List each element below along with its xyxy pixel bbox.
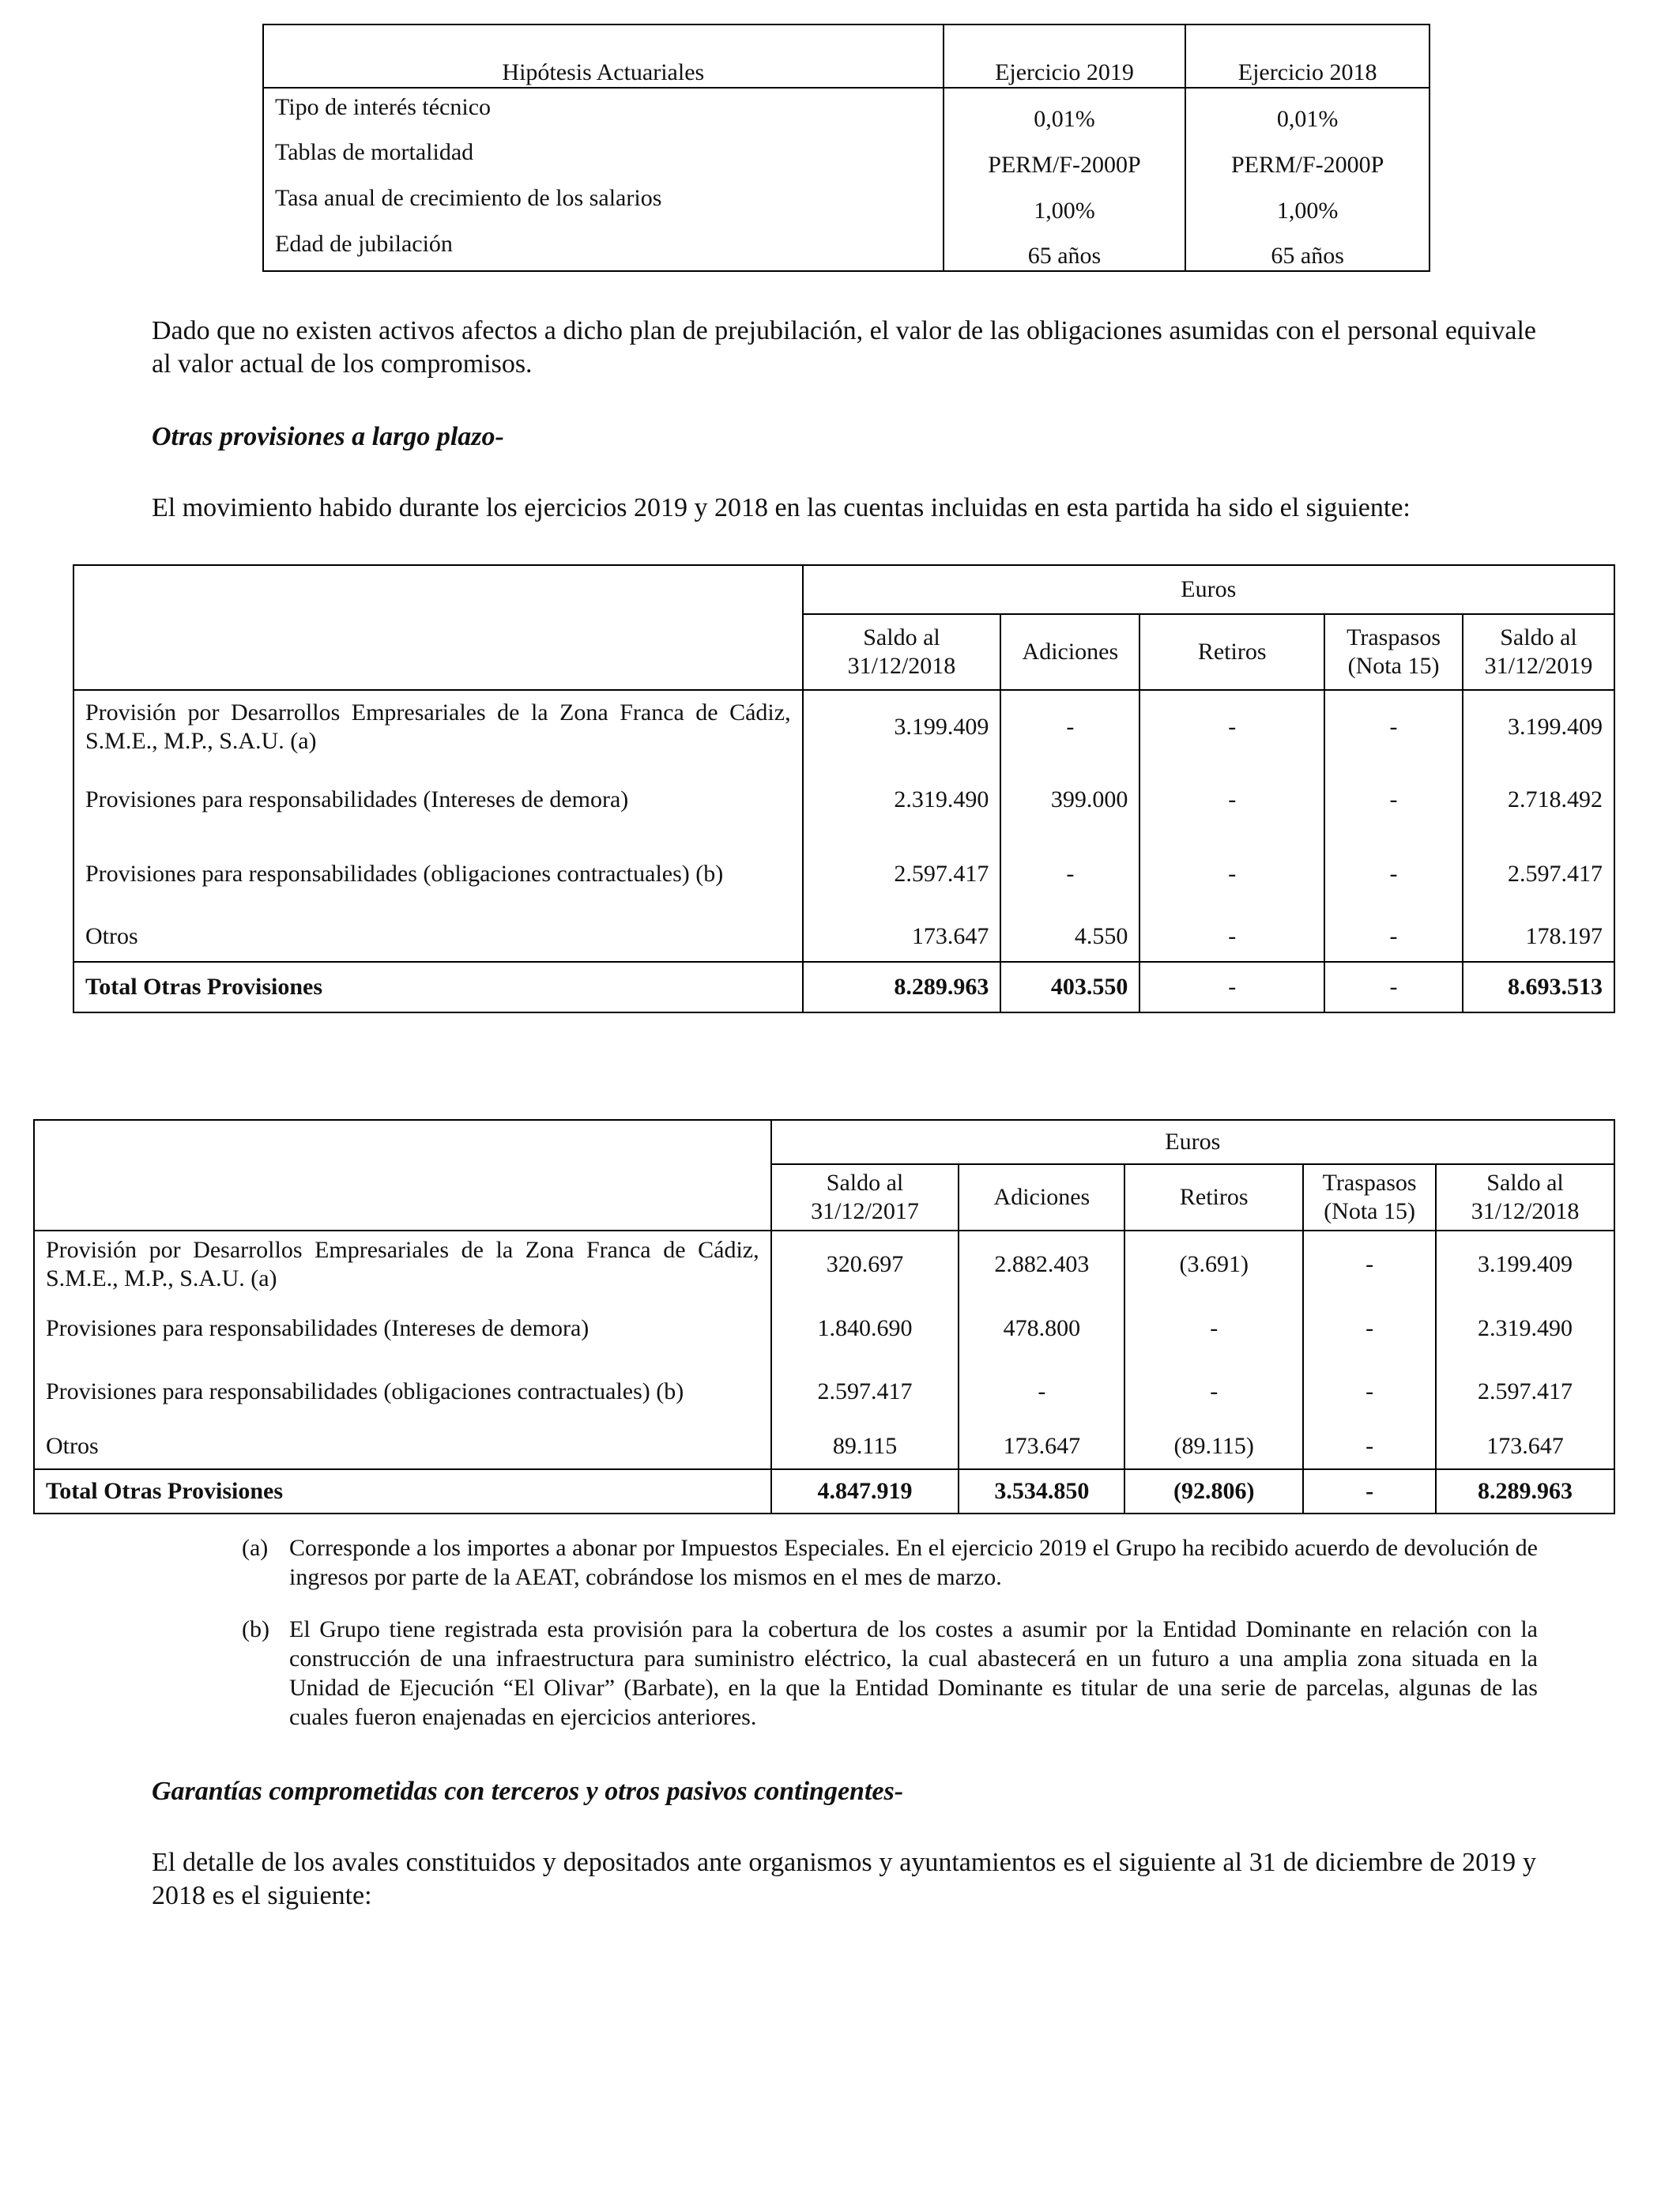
cell-withdrawals: -	[1124, 1297, 1303, 1360]
cell-additions: 399.000	[1000, 763, 1139, 837]
col-header-opening: Saldo al 31/12/2017	[771, 1164, 959, 1231]
cell-transfers: -	[1303, 1297, 1436, 1360]
table-row	[263, 88, 1430, 134]
total-row	[34, 1469, 1614, 1514]
total-label: Total Otras Provisiones	[34, 1469, 771, 1514]
row-desc: Provisión por Desarrollos Empresariales de la Zona Franca de Cádiz, S.M.E., M.P., S.A.U. (a)	[73, 690, 803, 763]
col-header-transfers: Traspasos (Nota 15)	[1324, 614, 1463, 690]
cell-opening: 2.597.417	[771, 1360, 959, 1423]
cell-withdrawals: -	[1139, 911, 1324, 962]
cell-closing: 178.197	[1463, 911, 1614, 962]
total-transfers: -	[1303, 1469, 1436, 1514]
cell-withdrawals: -	[1139, 763, 1324, 837]
cell-withdrawals: -	[1139, 690, 1324, 763]
cell-transfers: -	[1303, 1360, 1436, 1423]
row-desc: Provisiones para responsabilidades (Intereses de demora)	[34, 1297, 771, 1360]
table-row	[34, 1231, 1614, 1297]
actuarial-hypotheses-table	[262, 24, 1430, 272]
cell-closing: 2.597.417	[1436, 1360, 1614, 1423]
col-header-withdrawals: Retiros	[1139, 614, 1324, 690]
value-2018: 65 años	[1185, 225, 1430, 271]
total-opening: 4.847.919	[771, 1469, 959, 1514]
row-label: Tasa anual de crecimiento de los salarios	[263, 179, 944, 225]
row-desc: Provisiones para responsabilidades (Intereses de demora)	[73, 763, 803, 837]
cell-opening: 3.199.409	[803, 690, 1001, 763]
value-2018: 0,01%	[1185, 88, 1430, 134]
col-header-closing: Saldo al 31/12/2019	[1463, 614, 1614, 690]
note-b-text: El Grupo tiene registrada esta provisión para la cobertura de los costes a asumir por la Entidad Dominante en relación con la construcción de una infraestructura para suministro eléctrico, la cual abastecerá en un futuro a una amplia zona situada en la Unidad de Ejecución “El Olivar” (Barbate), en la que la Entidad Dominante es titular de una serie de parcelas, algunas de las cuales fueron enajenadas en ejercicios anteriores.	[289, 1616, 1538, 1730]
total-additions: 3.534.850	[959, 1469, 1124, 1514]
note-b-label: (b)	[242, 1616, 269, 1642]
cell-additions: 478.800	[959, 1297, 1124, 1360]
provisions-movement-2019-table	[73, 564, 1615, 1013]
paragraph-guarantees: El detalle de los avales constituidos y depositados ante organismos y ayuntamientos es el siguiente al 31 de diciembre de 2019 y 2018 es el siguiente:	[152, 1848, 1536, 1910]
table-row	[73, 911, 1614, 962]
table-row	[73, 837, 1614, 911]
cell-transfers: -	[1324, 690, 1463, 763]
cell-additions: -	[1000, 690, 1139, 763]
col-header-opening: Saldo al 31/12/2018	[803, 614, 1001, 690]
total-additions: 403.550	[1000, 962, 1139, 1012]
table-row	[263, 134, 1430, 179]
total-transfers: -	[1324, 962, 1463, 1012]
cell-withdrawals: (89.115)	[1124, 1423, 1303, 1469]
paragraph-obligations: Dado que no existen activos afectos a dicho plan de prejubilación, el valor de las obligaciones asumidas con el personal equivale al valor actual de los compromisos.	[152, 316, 1536, 379]
table-row	[34, 1423, 1614, 1469]
heading-other-provisions: Otras provisiones a largo plazo-	[152, 422, 504, 451]
currency-header: Euros	[803, 565, 1614, 614]
row-desc: Provisiones para responsabilidades (obligaciones contractuales) (b)	[34, 1360, 771, 1423]
header-hypotheses: Hipótesis Actuariales	[263, 25, 944, 88]
provisions-movement-2018-table	[33, 1119, 1615, 1514]
value-2019: PERM/F-2000P	[944, 134, 1186, 179]
cell-additions: 173.647	[959, 1423, 1124, 1469]
header-2018: Ejercicio 2018	[1185, 25, 1430, 88]
row-desc: Otros	[73, 911, 803, 962]
cell-withdrawals: (3.691)	[1124, 1231, 1303, 1297]
row-label: Tipo de interés técnico	[263, 88, 944, 134]
col-header-additions: Adiciones	[1000, 614, 1139, 690]
cell-closing: 173.647	[1436, 1423, 1614, 1469]
cell-closing: 2.597.417	[1463, 837, 1614, 911]
table-row	[263, 225, 1430, 271]
cell-withdrawals: -	[1124, 1360, 1303, 1423]
note-a-text: Corresponde a los importes a abonar por Impuestos Especiales. En el ejercicio 2019 el Grupo ha recibido acuerdo de devolución de ingresos por parte de la AEAT, cobrándose los mismos en el mes de marzo.	[289, 1535, 1538, 1590]
table-row	[73, 690, 1614, 763]
cell-additions: 4.550	[1000, 911, 1139, 962]
cell-transfers: -	[1324, 763, 1463, 837]
cell-closing: 2.718.492	[1463, 763, 1614, 837]
total-row	[73, 962, 1614, 1012]
cell-transfers: -	[1303, 1231, 1436, 1297]
row-desc: Provisión por Desarrollos Empresariales de la Zona Franca de Cádiz, S.M.E., M.P., S.A.U. (a)	[34, 1231, 771, 1297]
value-2019: 1,00%	[944, 179, 1186, 225]
value-2019: 65 años	[944, 225, 1186, 271]
table-row	[73, 763, 1614, 837]
row-desc: Otros	[34, 1423, 771, 1469]
value-2018: 1,00%	[1185, 179, 1430, 225]
total-closing: 8.289.963	[1436, 1469, 1614, 1514]
value-2019: 0,01%	[944, 88, 1186, 134]
value-2018: PERM/F-2000P	[1185, 134, 1430, 179]
header-2019: Ejercicio 2019	[944, 25, 1186, 88]
total-opening: 8.289.963	[803, 962, 1001, 1012]
cell-opening: 173.647	[803, 911, 1001, 962]
cell-transfers: -	[1324, 837, 1463, 911]
col-header-transfers: Traspasos (Nota 15)	[1303, 1164, 1436, 1231]
row-desc: Provisiones para responsabilidades (obligaciones contractuales) (b)	[73, 837, 803, 911]
col-header-closing: Saldo al 31/12/2018	[1436, 1164, 1614, 1231]
col-header-withdrawals: Retiros	[1124, 1164, 1303, 1231]
cell-transfers: -	[1324, 911, 1463, 962]
cell-opening: 89.115	[771, 1423, 959, 1469]
cell-opening: 2.597.417	[803, 837, 1001, 911]
total-label: Total Otras Provisiones	[73, 962, 803, 1012]
row-label: Edad de jubilación	[263, 225, 944, 271]
col-header-additions: Adiciones	[959, 1164, 1124, 1231]
table-row	[34, 1360, 1614, 1423]
cell-opening: 2.319.490	[803, 763, 1001, 837]
row-label: Tablas de mortalidad	[263, 134, 944, 179]
cell-opening: 320.697	[771, 1231, 959, 1297]
table-row	[263, 179, 1430, 225]
cell-closing: 3.199.409	[1436, 1231, 1614, 1297]
cell-additions: -	[1000, 837, 1139, 911]
header-blank	[34, 1120, 771, 1231]
currency-header: Euros	[771, 1120, 1614, 1164]
total-closing: 8.693.513	[1463, 962, 1614, 1012]
note-a-label: (a)	[242, 1535, 269, 1561]
cell-additions: 2.882.403	[959, 1231, 1124, 1297]
cell-additions: -	[959, 1360, 1124, 1423]
cell-transfers: -	[1303, 1423, 1436, 1469]
total-withdrawals: -	[1139, 962, 1324, 1012]
cell-opening: 1.840.690	[771, 1297, 959, 1360]
header-blank	[73, 565, 803, 690]
cell-closing: 2.319.490	[1436, 1297, 1614, 1360]
heading-guarantees: Garantías comprometidas con terceros y otros pasivos contingentes-	[152, 1777, 904, 1806]
table-row	[34, 1297, 1614, 1360]
cell-withdrawals: -	[1139, 837, 1324, 911]
paragraph-movement: El movimiento habido durante los ejercicios 2019 y 2018 en las cuentas incluidas en esta partida ha sido el siguiente:	[152, 493, 1411, 522]
cell-closing: 3.199.409	[1463, 690, 1614, 763]
total-withdrawals: (92.806)	[1124, 1469, 1303, 1514]
